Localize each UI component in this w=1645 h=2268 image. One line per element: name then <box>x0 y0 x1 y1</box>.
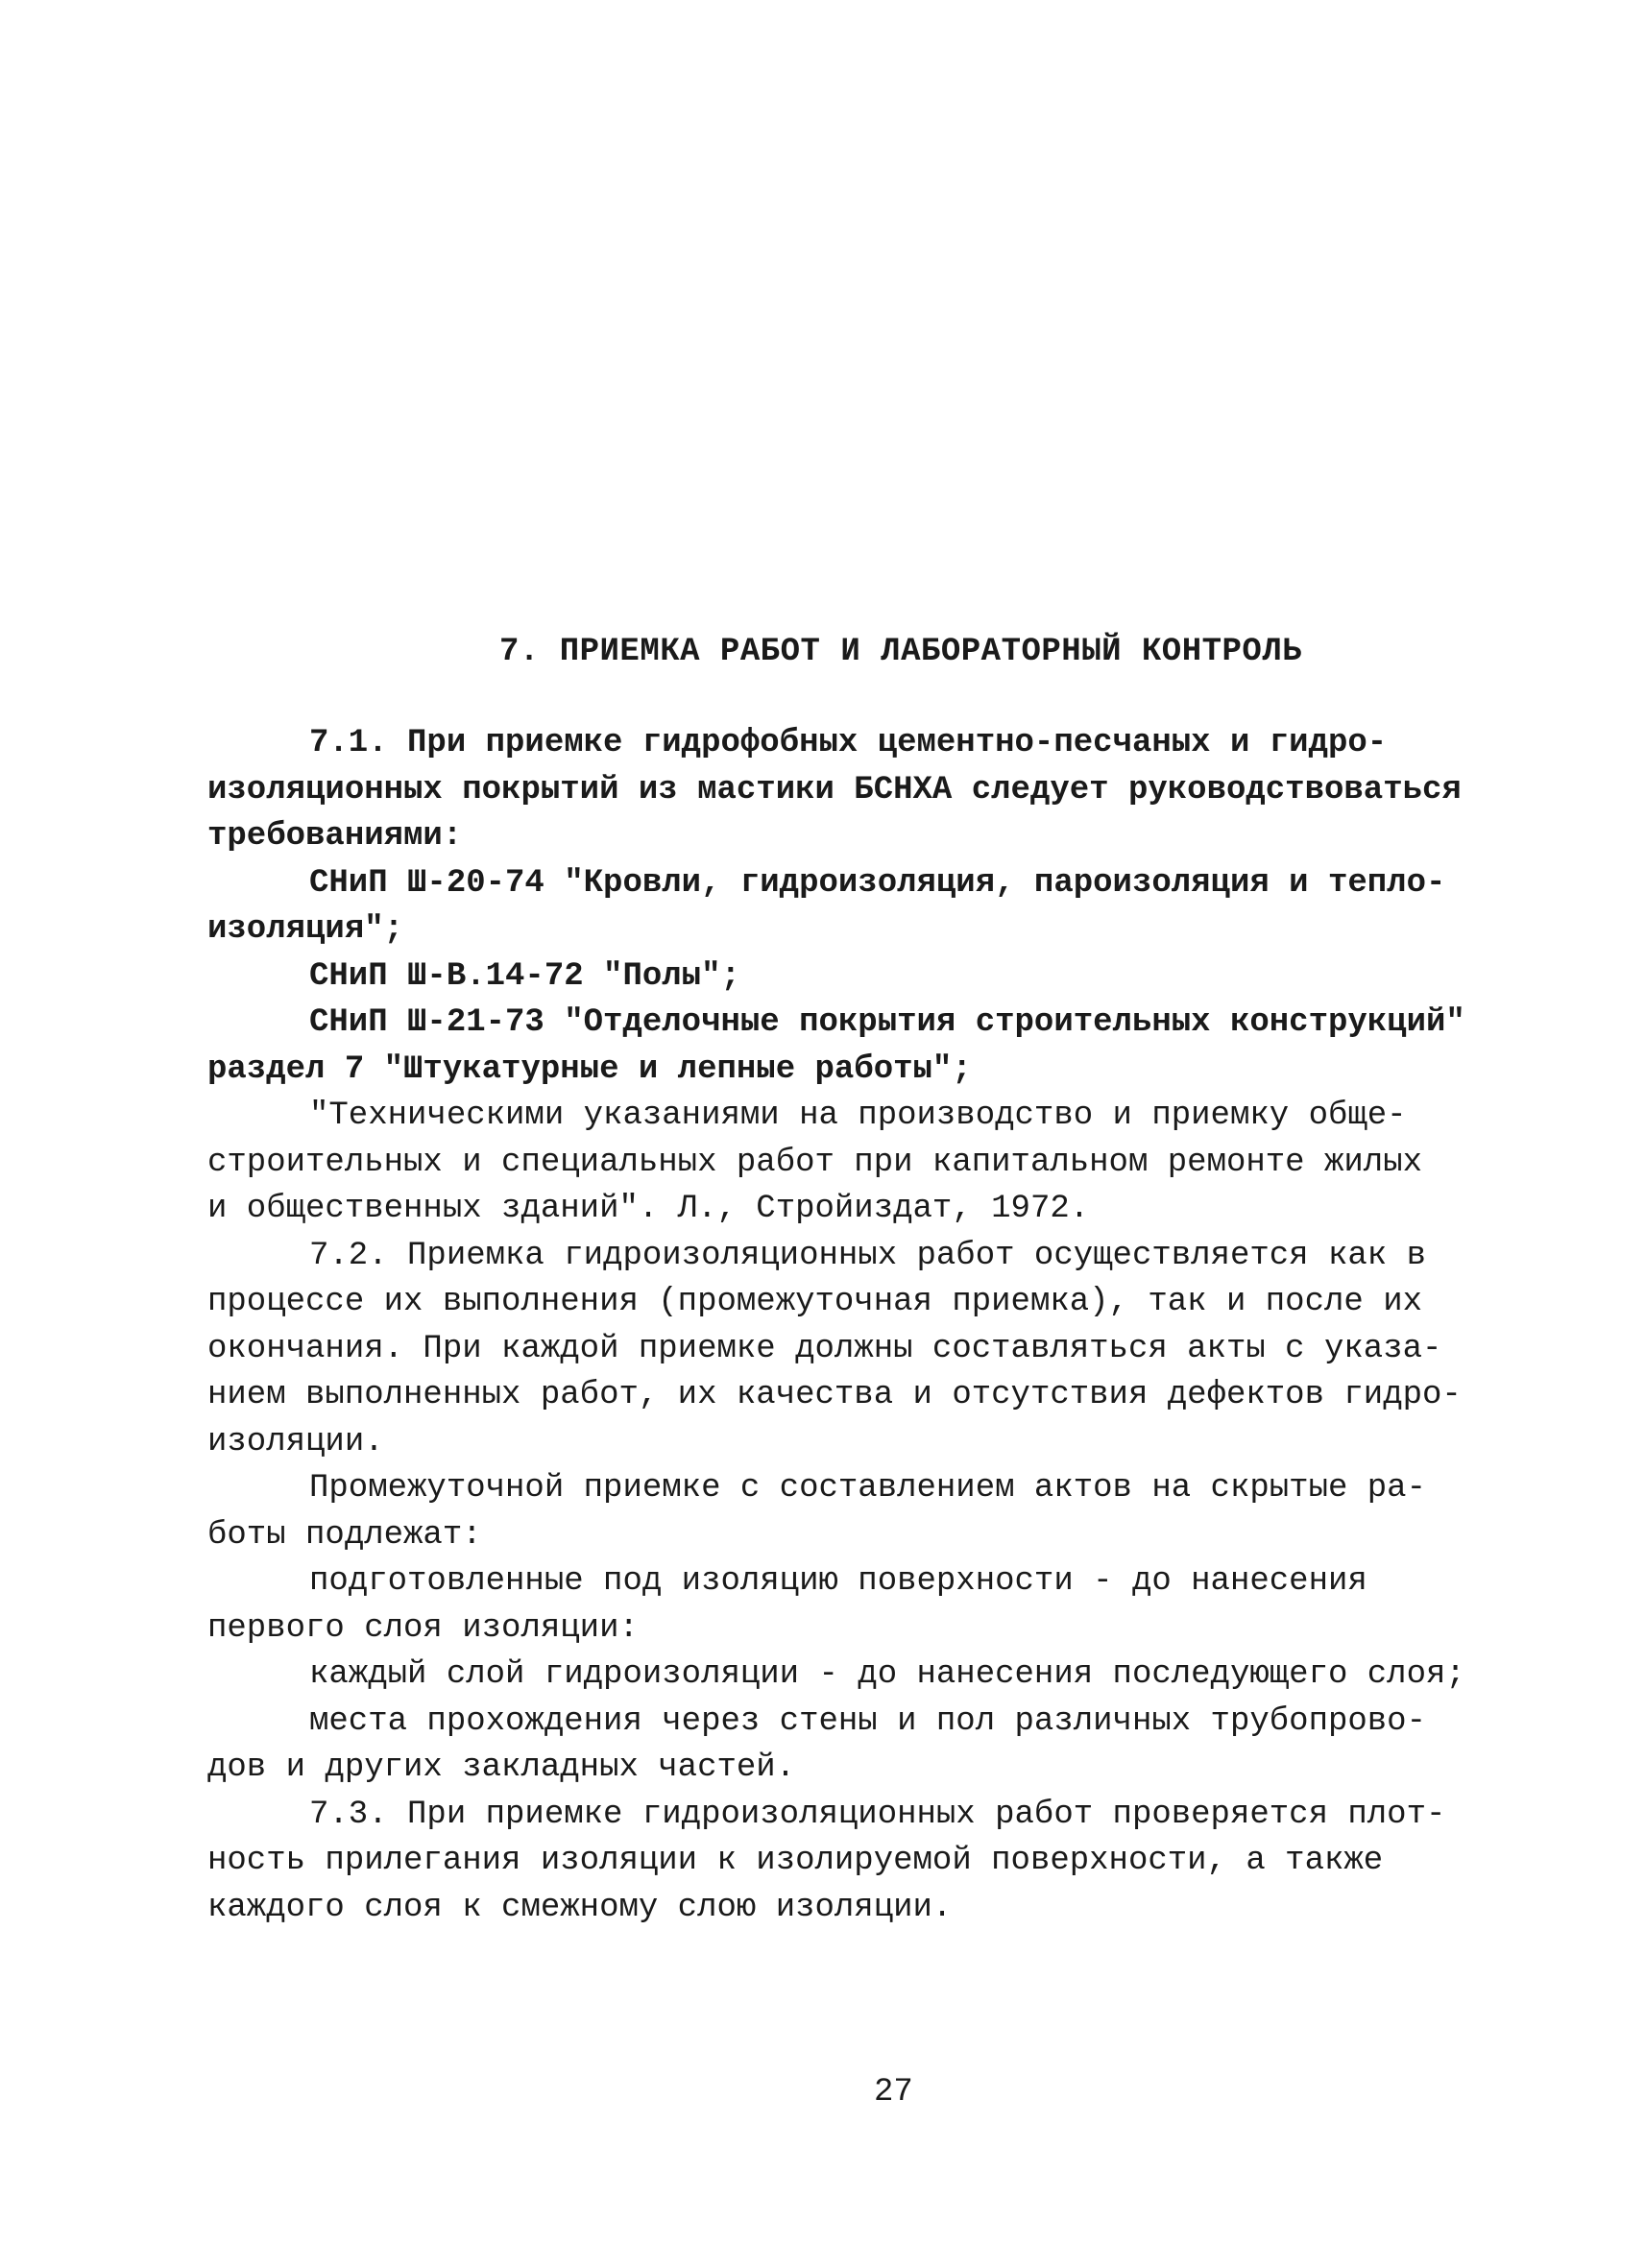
text-line: изоляция"; <box>207 911 404 948</box>
text-line: места прохождения через стены и пол различных трубопрово- <box>309 1702 1426 1740</box>
text-line: каждый слой гидроизоляции - до нанесения последующего слоя; <box>309 1656 1465 1693</box>
text-line: 7.2. Приемка гидроизоляционных работ осуществляется как в <box>309 1237 1426 1274</box>
text-line: 7.1. При приемке гидрофобных цементно-песчаных и гидро- <box>309 725 1388 761</box>
text-line: Промежуточной приемке с составлением актов на скрытые ра- <box>309 1470 1426 1507</box>
text-line: боты подлежат: <box>207 1516 482 1554</box>
text-line: подготовленные под изоляцию поверхности - до нанесения <box>309 1563 1367 1600</box>
section-heading: 7. ПРИЕМКА РАБОТ И ЛАБОРАТОРНЫЙ КОНТРОЛЬ <box>499 634 1303 670</box>
text-line: первого слоя изоляции: <box>207 1609 639 1647</box>
text-line: ность прилегания изоляции к изолируемой поверхности, а также <box>207 1843 1384 1879</box>
text-line: каждого слоя к смежному слою изоляции. <box>207 1889 953 1926</box>
text-line: дов и других закладных частей. <box>207 1749 796 1786</box>
text-line: раздел 7 "Штукатурные и лепные работы"; <box>207 1050 972 1088</box>
text-line: "Техническими указаниями на производство и приемку обще- <box>309 1098 1407 1134</box>
text-line: окончания. При каждой приемке должны составляться акты с указа- <box>207 1330 1442 1367</box>
text-line: и общественных зданий". Л., Стройиздат, 1972. <box>207 1191 1090 1227</box>
text-line: изоляции. <box>207 1423 384 1460</box>
text-line: процессе их выполнения (промежуточная приемка), так и после их <box>207 1284 1423 1320</box>
text-line: СНиП Ш-21-73 "Отделочные покрытия строительных конструкций" <box>309 1004 1465 1041</box>
text-line: требованиями: <box>207 818 463 855</box>
text-line: изоляционных покрытий из мастики БСНХА следует руководствоваться <box>207 771 1462 808</box>
page-number: 27 <box>874 2074 913 2111</box>
body-text <box>207 720 1465 1931</box>
text-line: нием выполненных работ, их качества и отсутствия дефектов гидро- <box>207 1377 1462 1413</box>
text-line: строительных и специальных работ при капитальном ремонте жилых <box>207 1144 1423 1181</box>
text-line: 7.3. При приемке гидроизоляционных работ проверяется плот- <box>309 1796 1446 1833</box>
text-line: СНиП Ш-20-74 "Кровли, гидроизоляция, пароизоляция и тепло- <box>309 864 1446 902</box>
text-line: СНиП Ш-В.14-72 "Полы"; <box>309 957 740 995</box>
